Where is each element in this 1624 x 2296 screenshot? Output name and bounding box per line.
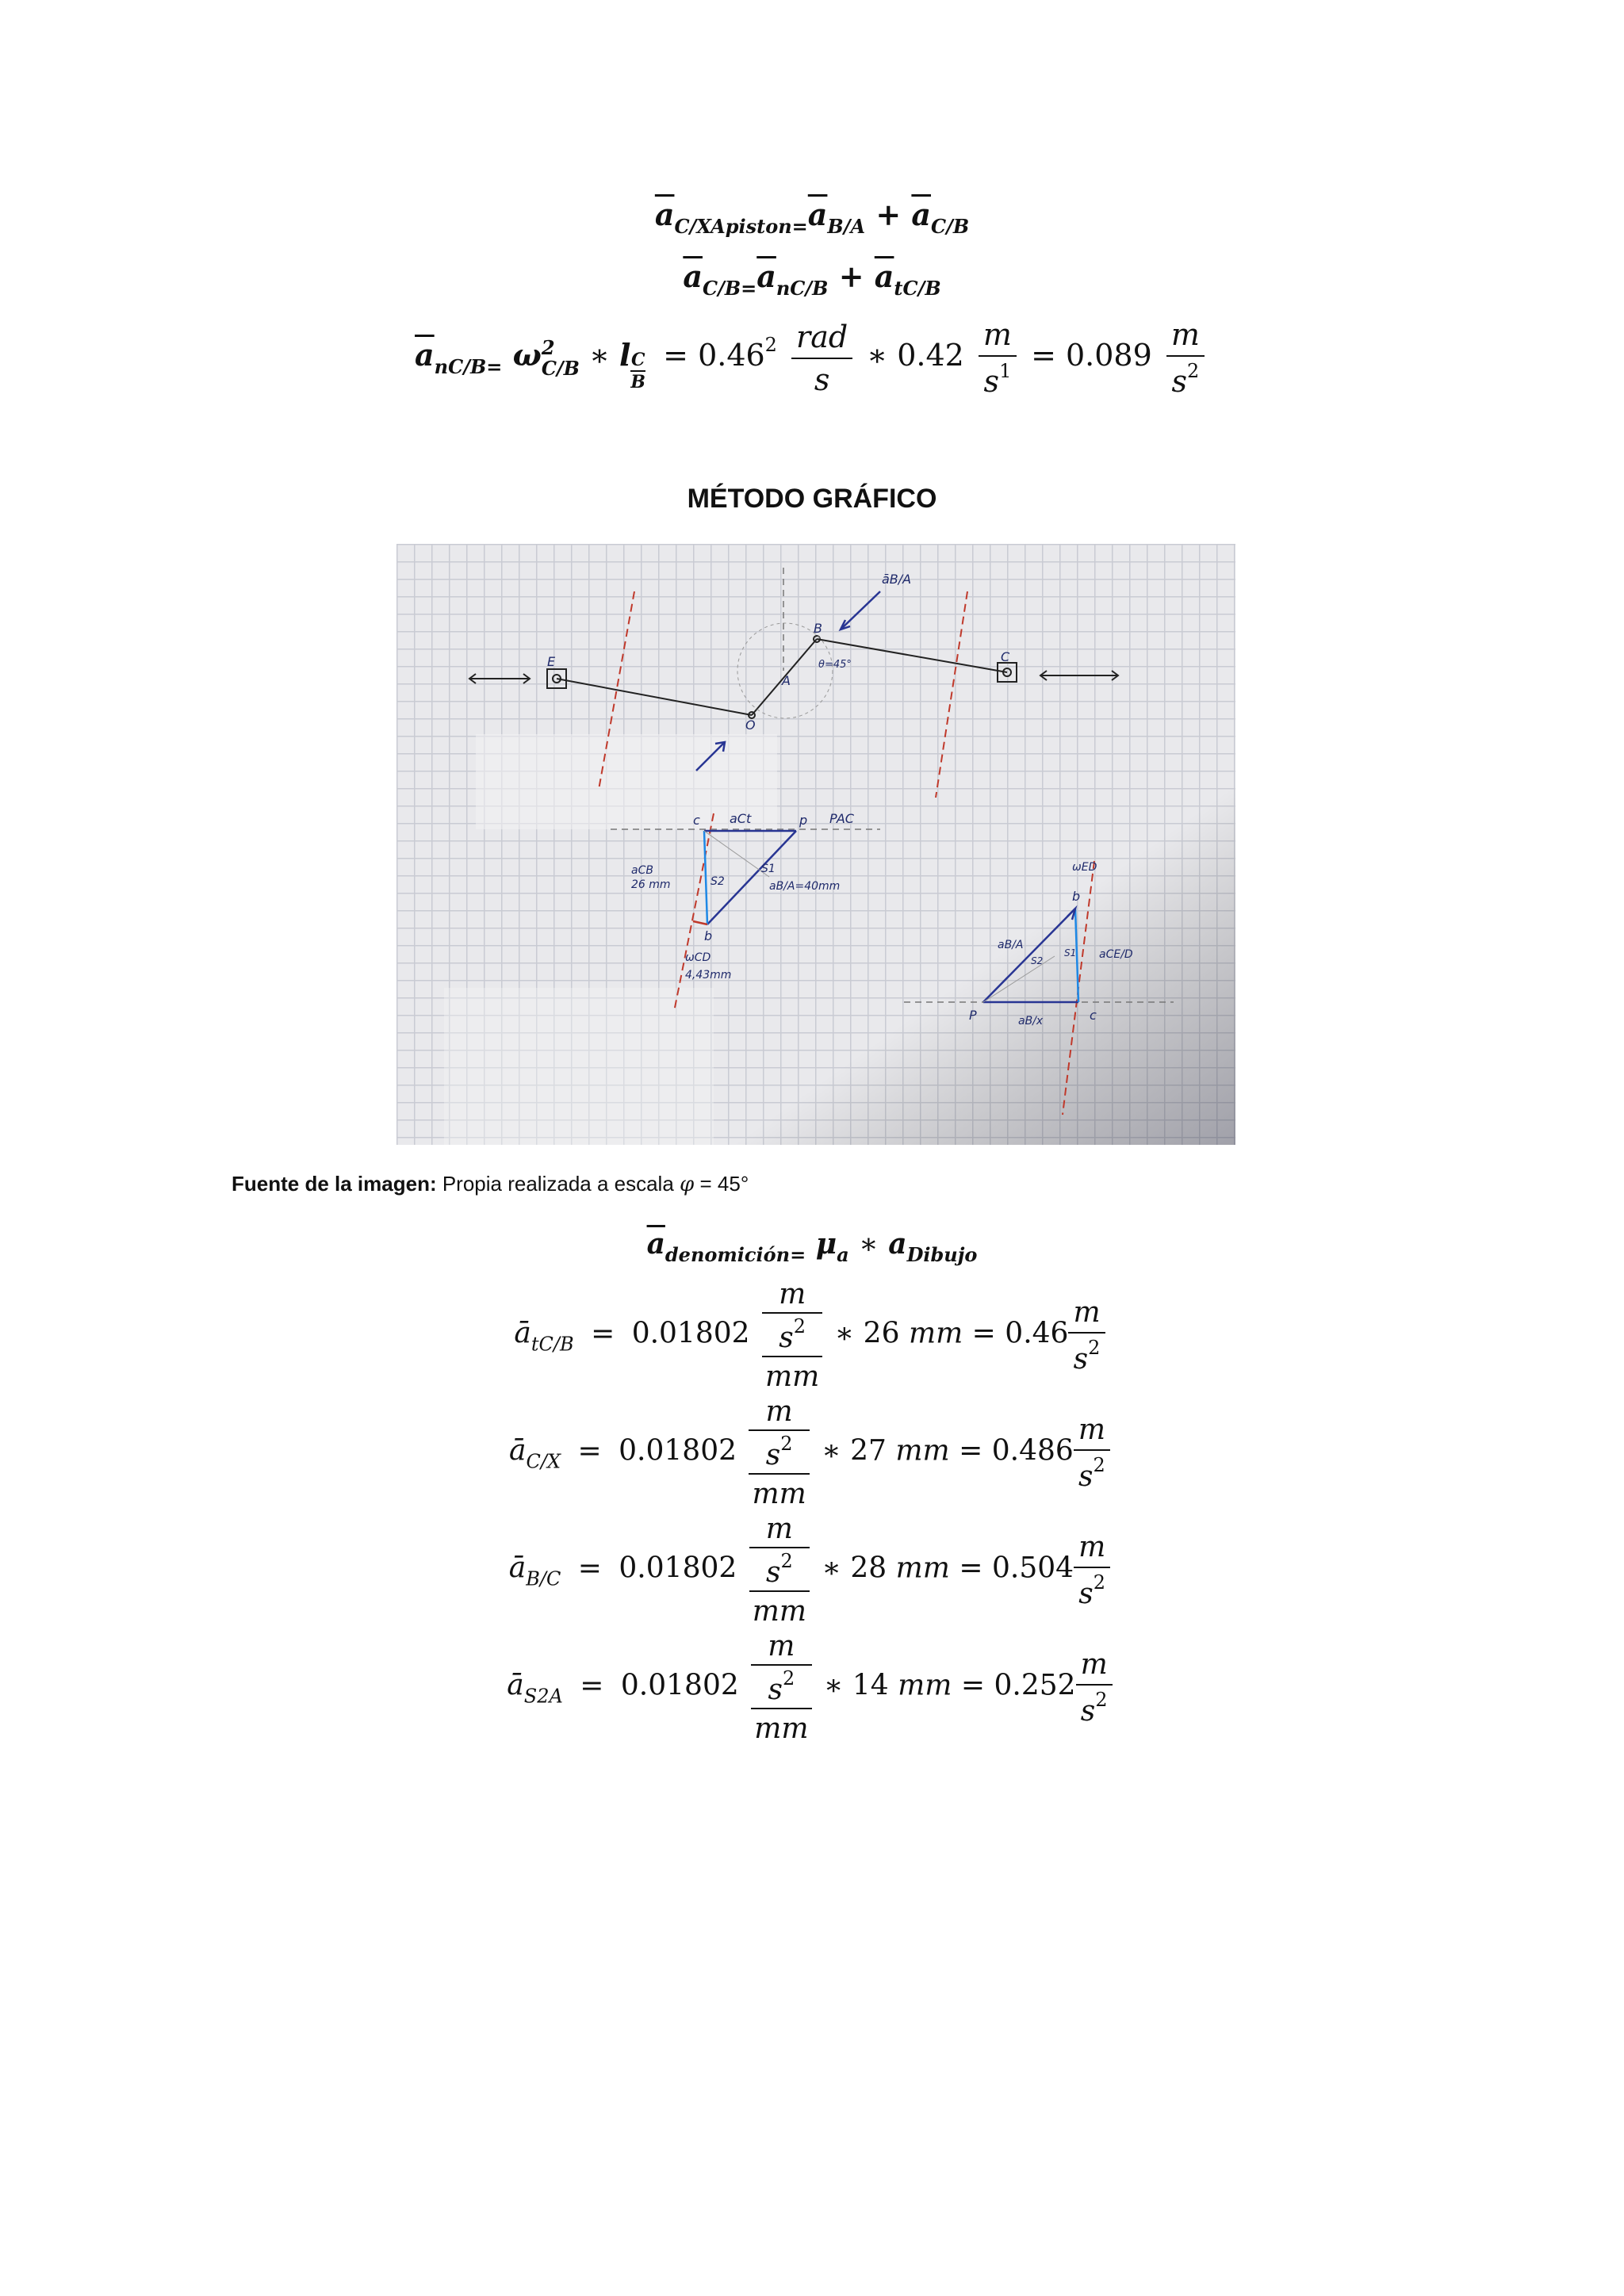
row-unit-s: s xyxy=(768,1674,783,1706)
label-s1: S1 xyxy=(761,863,776,875)
eq3-times: ∗ xyxy=(589,338,610,373)
paper-patch xyxy=(444,988,714,1145)
eq3-s1-sup: 1 xyxy=(999,360,1012,382)
eq3-omega-value: 0.46 xyxy=(698,338,765,373)
row-result-m: m xyxy=(1078,1530,1106,1563)
row-equals-2: = xyxy=(959,1552,983,1585)
eq3-lhs-sub: nC/B= xyxy=(434,355,503,378)
row-length-unit: mm xyxy=(895,1434,950,1468)
row-length-unit: mm xyxy=(908,1317,963,1350)
eq3-rad: rad xyxy=(796,319,848,354)
denom-times: ∗ xyxy=(859,1228,879,1261)
eq3-length-value: 0.42 xyxy=(897,338,964,373)
label-wed: ωED xyxy=(1072,861,1097,874)
row-result-m: m xyxy=(1078,1413,1105,1446)
eq3-l-sub-den: B xyxy=(630,372,646,392)
row-unit-mm: mm xyxy=(752,1478,806,1510)
eq3-l: l xyxy=(619,337,631,373)
eq3-s: s xyxy=(791,358,852,397)
label-wcd-mm: 4,43mm xyxy=(685,969,732,982)
caption-equals: = xyxy=(699,1172,712,1196)
row-length: 28 xyxy=(850,1552,887,1585)
eq3-omega: ω xyxy=(512,337,542,373)
row-symbol-sub: B/C xyxy=(526,1567,561,1590)
row-equals: = xyxy=(577,1434,602,1468)
row-unit-mm: mm xyxy=(754,1712,809,1745)
row-coefficient: 0.01802 xyxy=(619,1434,737,1468)
row-length-unit: mm xyxy=(895,1552,950,1585)
row-symbol: ā xyxy=(514,1317,531,1350)
row-result-unit xyxy=(1076,1648,1113,1728)
caption-text: Propia realizada a escala xyxy=(442,1172,674,1196)
denom-mu: μ xyxy=(815,1227,837,1261)
eq1-term1: $\overline{a}$ xyxy=(807,197,828,232)
row-length-unit: mm xyxy=(898,1669,952,1702)
row-result: 0.46 xyxy=(1005,1317,1069,1350)
row-equals: = xyxy=(591,1317,615,1350)
row-equals: = xyxy=(580,1669,604,1702)
equation-normal-acceleration xyxy=(0,317,1624,399)
row-coefficient: 0.01802 xyxy=(619,1552,737,1585)
row-symbol-sub: S2A xyxy=(523,1685,563,1708)
denom-a: $\overline{a}$ xyxy=(646,1227,665,1261)
eq3-m: m xyxy=(982,317,1012,352)
row-unit-s-sup: 2 xyxy=(780,1550,793,1572)
label-s1b: S1 xyxy=(1064,947,1077,959)
row-length: 14 xyxy=(852,1669,889,1702)
row-result-unit xyxy=(1074,1531,1110,1610)
row-result: 0.252 xyxy=(994,1669,1076,1702)
eq1-term2-sub: C/B xyxy=(931,215,970,238)
eq3-omega-sub: C/B xyxy=(541,356,580,380)
label-wcd: ωCD xyxy=(685,951,711,964)
row-unit-fraction xyxy=(762,1278,822,1393)
label-b1: b xyxy=(704,928,713,943)
label-b2: b xyxy=(1072,889,1081,904)
row-result: 0.504 xyxy=(992,1552,1074,1585)
label-ab4: aB/x xyxy=(1018,1015,1044,1027)
denom-a-sub: denomición= xyxy=(665,1243,806,1266)
label-o: O xyxy=(745,718,756,733)
row-result-s-sup: 2 xyxy=(1088,1336,1101,1359)
row-unit-m: m xyxy=(765,1395,793,1428)
label-26mm: 26 mm xyxy=(631,878,671,891)
equation-cb-decomposition xyxy=(0,258,1624,300)
label-c1: c xyxy=(693,813,700,828)
row-result-s: s xyxy=(1078,1577,1094,1610)
eq1-term1-sub: B/A xyxy=(827,215,866,238)
result-row xyxy=(0,1278,1624,1393)
row-unit-s-sup: 2 xyxy=(782,1667,795,1689)
eq3-s2-sup: 2 xyxy=(1187,360,1200,382)
label-aced: aCE/D xyxy=(1099,948,1133,961)
row-times: ∗ xyxy=(834,1317,855,1350)
row-result-unit xyxy=(1068,1296,1105,1376)
result-row xyxy=(0,1513,1624,1628)
label-c2: c xyxy=(1090,1008,1097,1023)
row-unit-m: m xyxy=(768,1630,795,1663)
row-equals-2: = xyxy=(971,1317,996,1350)
label-act: aCt xyxy=(730,811,752,826)
eq2-term2-sub: tC/B xyxy=(894,277,941,300)
eq1-lhs-sub: C/XApiston= xyxy=(674,215,808,238)
eq3-s2: s xyxy=(1171,364,1188,399)
eq3-l-sub-num: C xyxy=(630,350,645,370)
section-title: MÉTODO GRÁFICO xyxy=(687,484,937,514)
label-p1: p xyxy=(799,813,808,828)
row-symbol: ā xyxy=(509,1434,527,1468)
row-result-s-sup: 2 xyxy=(1093,1453,1105,1476)
row-unit-fraction xyxy=(751,1630,811,1745)
row-coefficient: 0.01802 xyxy=(631,1317,750,1350)
row-result-s-sup: 2 xyxy=(1095,1688,1108,1711)
eq3-m2: m xyxy=(1170,317,1200,352)
row-unit-m: m xyxy=(765,1513,793,1545)
row-equals: = xyxy=(577,1552,602,1585)
eq1-plus: + xyxy=(875,197,902,232)
row-symbol-sub: tC/B xyxy=(530,1333,574,1356)
row-equals-2: = xyxy=(959,1434,983,1468)
eq3-lhs: $\overline{a}$ xyxy=(415,337,435,373)
eq3-times-2: ∗ xyxy=(867,338,888,373)
row-unit-fraction xyxy=(749,1395,809,1510)
row-unit-fraction xyxy=(749,1513,810,1628)
row-unit-s-sup: 2 xyxy=(780,1433,793,1455)
row-unit-s: s xyxy=(779,1322,794,1354)
eq3-s1: s xyxy=(983,364,1000,399)
eq3-omega-sup: 2 xyxy=(541,335,555,359)
label-pac: PAC xyxy=(829,811,854,826)
label-aba2: aB/A xyxy=(998,939,1024,951)
row-result-m: m xyxy=(1080,1647,1108,1681)
caption-label: Fuente de la imagen: xyxy=(232,1172,437,1196)
caption-phi: φ xyxy=(680,1173,695,1196)
row-result: 0.486 xyxy=(991,1434,1074,1468)
label-aba-top: āB/A xyxy=(882,572,912,587)
eq2-lhs-sub: C/B= xyxy=(702,277,757,300)
equation-acceleration-relation xyxy=(0,197,1624,238)
eq3-equals: = xyxy=(663,338,688,373)
row-length: 27 xyxy=(850,1434,887,1468)
row-length: 26 xyxy=(863,1317,900,1350)
eq3-omega-value-sup: 2 xyxy=(764,334,777,356)
eq3-result: 0.089 xyxy=(1066,338,1152,373)
denom-a2: a xyxy=(888,1227,907,1261)
row-unit-mm: mm xyxy=(752,1595,807,1628)
label-a: A xyxy=(782,673,791,688)
denom-a2-sub: Dibujo xyxy=(906,1243,978,1266)
row-result-m: m xyxy=(1073,1295,1101,1329)
graphic-method-drawing xyxy=(396,544,1235,1145)
row-symbol: ā xyxy=(508,1552,527,1585)
row-coefficient: 0.01802 xyxy=(620,1669,739,1702)
eq2-term2: $\overline{a}$ xyxy=(874,258,894,294)
row-symbol: ā xyxy=(507,1669,524,1702)
label-b: B xyxy=(814,621,822,636)
row-unit-s: s xyxy=(765,1439,781,1471)
label-aba40: aB/A=40mm xyxy=(769,880,841,893)
row-result-s-sup: 2 xyxy=(1093,1571,1106,1594)
row-unit-mm: mm xyxy=(765,1360,820,1393)
caption-value: 45° xyxy=(717,1172,749,1196)
image-caption xyxy=(232,1172,749,1196)
row-result-s: s xyxy=(1080,1694,1096,1728)
row-result-unit xyxy=(1074,1414,1110,1493)
row-unit-s: s xyxy=(765,1556,781,1589)
label-e: E xyxy=(547,654,556,669)
result-row xyxy=(0,1395,1624,1510)
graphic-method-photo xyxy=(396,544,1235,1145)
eq1-lhs: $\overline{a}$ xyxy=(654,197,675,232)
label-angle: θ=45° xyxy=(818,659,852,671)
label-s2: S2 xyxy=(710,875,725,888)
row-equals-2: = xyxy=(960,1669,986,1702)
result-row xyxy=(0,1630,1624,1745)
row-result-s: s xyxy=(1078,1460,1094,1493)
eq2-term1-sub: nC/B xyxy=(776,277,829,300)
denom-mu-sub: a xyxy=(837,1243,849,1266)
label-acb: aCB xyxy=(631,864,653,877)
label-s2b: S2 xyxy=(1031,955,1044,966)
eq1-term2: $\overline{a}$ xyxy=(911,197,932,232)
row-unit-s-sup: 2 xyxy=(793,1315,806,1337)
row-times: ∗ xyxy=(822,1552,841,1585)
row-result-s: s xyxy=(1073,1342,1089,1376)
eq2-term1: $\overline{a}$ xyxy=(756,258,776,294)
row-unit-m: m xyxy=(779,1278,806,1311)
row-times: ∗ xyxy=(822,1434,841,1468)
eq2-lhs: $\overline{a}$ xyxy=(683,258,703,294)
eq2-plus: + xyxy=(838,258,864,294)
label-c-slider: C xyxy=(1001,649,1010,664)
row-times: ∗ xyxy=(823,1669,844,1702)
equation-denomination xyxy=(0,1227,1624,1266)
row-symbol-sub: C/X xyxy=(526,1450,561,1473)
label-p2: P xyxy=(969,1008,977,1023)
eq3-equals-2: = xyxy=(1031,338,1056,373)
